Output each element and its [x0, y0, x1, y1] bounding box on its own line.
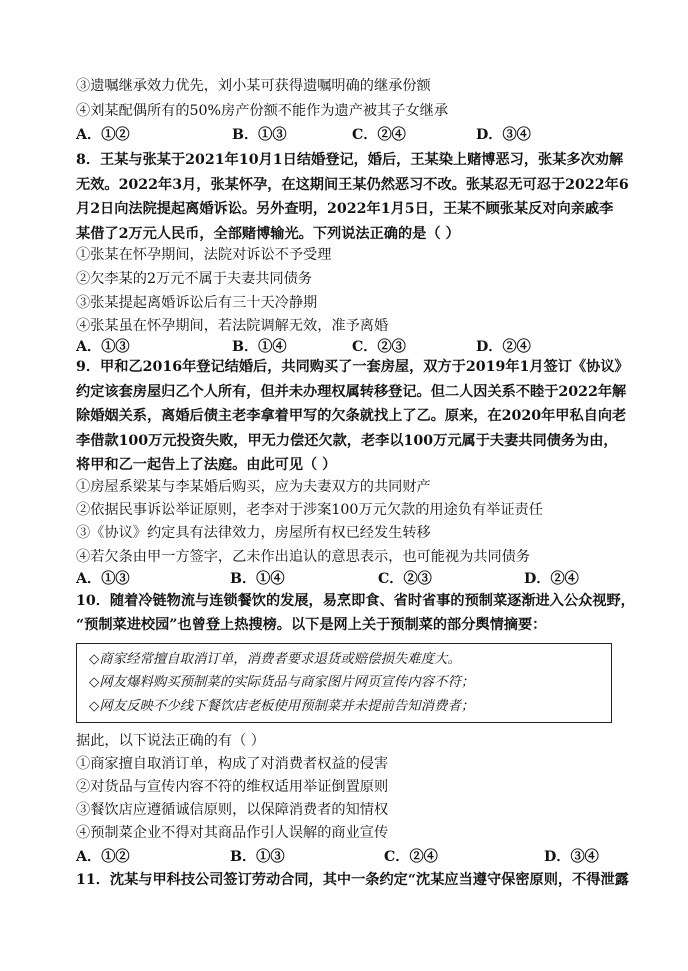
question-stem: 某借了2万元人民币，全部赌博输光。下列说法正确的是（ ）	[76, 226, 460, 242]
option-line: ④预制菜企业不得对其商品作引人误解的商业宣传	[76, 825, 389, 841]
question-stem: 无效。2022年3月，张某怀孕，在这期间王某仍然恶习不改。张某忍无可忍于2022年6	[76, 177, 629, 193]
question-stem: 9．甲和乙2016年登记结婚后，共同购买了一套房屋，双方于2019年1月签订《协议》	[76, 359, 629, 375]
choice-c: C．②④	[352, 127, 406, 143]
option-line: ②依据民事诉讼举证原则，老李对于涉案100万元欠款的用途负有举证责任	[76, 502, 543, 518]
option-line: ③餐饮店应遵循诚信原则，以保障消费者的知情权	[76, 802, 389, 818]
choice-c: C．②③	[352, 339, 406, 355]
answer-choices	[76, 569, 616, 589]
summary-item: ◇网友反映不少线下餐饮店老板使用预制菜并未提前告知消费者；	[89, 699, 475, 714]
public-opinion-summary-box	[76, 643, 612, 723]
choice-d: D．②④	[476, 339, 531, 355]
option-line: ②欠李某的2万元不属于夫妻共同债务	[76, 271, 313, 287]
choice-a: A．①③	[76, 571, 130, 587]
choice-b: B．①③	[230, 849, 285, 865]
choice-a: A．①②	[76, 127, 130, 143]
question-stem: 将甲和乙一起告上了法庭。由此可见（ ）	[76, 457, 337, 473]
answer-choices	[76, 337, 616, 357]
question-stem: 李借款100万元投资失败，甲无力偿还欠款，老李以100万元属于夫妻共同债务为由，	[76, 433, 618, 449]
answer-choices	[76, 125, 616, 145]
option-line: ③《协议》约定具有法律效力，房屋所有权已经发生转移	[76, 525, 431, 541]
option-line: ④若欠条由甲一方签字，乙未作出追认的意思表示，也可能视为共同债务	[76, 549, 531, 565]
choice-d: D．③④	[476, 127, 531, 143]
choice-d: D．③④	[544, 849, 599, 865]
summary-item: ◇商家经常擅自取消订单，消费者要求退货或赔偿损失难度大。	[89, 652, 461, 667]
question-stem: 11．沈某与甲科技公司签订劳动合同，其中一条约定“沈某应当遵守保密原则，不得泄露	[76, 872, 629, 888]
summary-item: ◇网友爆料购买预制菜的实际货品与商家图片网页宣传内容不符；	[89, 675, 475, 690]
question-stem: 10．随着冷链物流与连锁餐饮的发展，易烹即食、省时省事的预制菜逐渐进入公众视野，	[76, 593, 635, 609]
question-prompt: 据此，以下说法正确的有（ ）	[76, 733, 265, 749]
option-line: ②对货品与宣传内容不符的维权适用举证倒置原则	[76, 779, 389, 795]
choice-a: A．①②	[76, 849, 130, 865]
question-stem: 月2日向法院提起离婚诉讼。另外查明，2022年1月5日，王某不顾张某反对向亲戚李	[76, 201, 614, 217]
choice-d: D．②④	[524, 571, 579, 587]
choice-b: B．①④	[232, 339, 287, 355]
option-line: ①商家擅自取消订单，构成了对消费者权益的侵害	[76, 756, 389, 772]
choice-b: B．①③	[232, 127, 287, 143]
choice-c: C．②④	[384, 849, 438, 865]
option-line: ④刘某配偶所有的50%房产份额不能作为遗产被其子女继承	[76, 103, 449, 119]
option-line: ③遗嘱继承效力优先，刘小某可获得遗嘱明确的继承份额	[76, 78, 431, 94]
option-line: ①房屋系梁某与李某婚后购买，应为夫妻双方的共同财产	[76, 479, 431, 495]
question-stem: “预制菜进校园”也曾登上热搜榜。以下是网上关于预制菜的部分舆情摘要：	[76, 617, 547, 633]
option-line: ①张某在怀孕期间，法院对诉讼不予受理	[76, 247, 332, 263]
option-line: ④张某虽在怀孕期间，若法院调解无效，准予离婚	[76, 318, 389, 334]
question-stem: 8．王某与张某于2021年10月1日结婚登记，婚后，王某染上赌博恶习，张某多次劝解	[76, 152, 624, 168]
choice-a: A．①③	[76, 339, 130, 355]
choice-b: B．①④	[230, 571, 285, 587]
question-stem: 除婚姻关系，离婚后债主老李拿着甲写的欠条就找上了乙。原来，在2020年甲私自向老	[76, 408, 627, 424]
question-stem: 约定该套房屋归乙个人所有，但并未办理权属转移登记。但二人因关系不睦于2022年解	[76, 384, 627, 400]
option-line: ③张某提起离婚诉讼后有三十天冷静期	[76, 295, 318, 311]
choice-c: C．②③	[378, 571, 432, 587]
answer-choices	[76, 847, 616, 867]
